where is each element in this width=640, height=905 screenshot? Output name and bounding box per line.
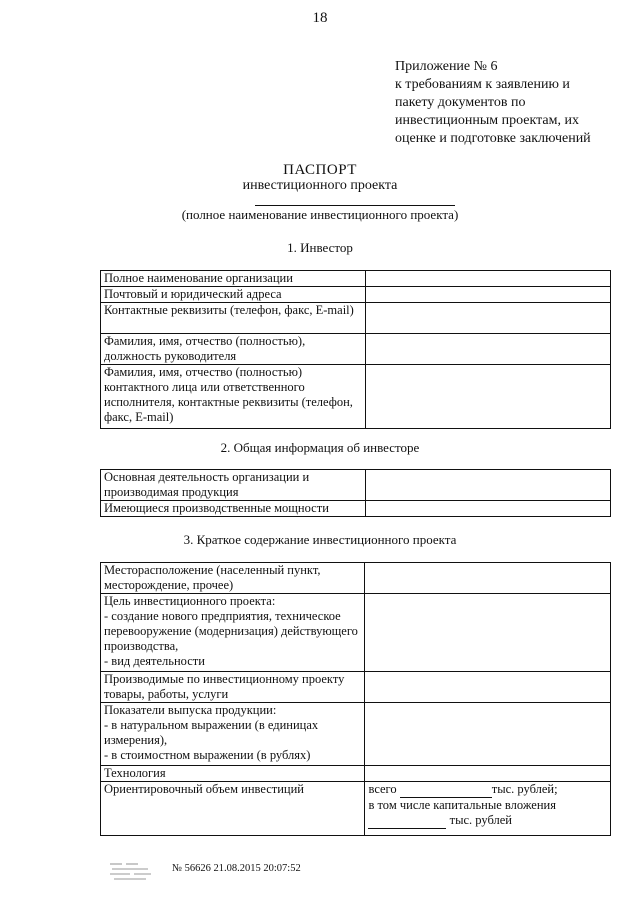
project-summary-table	[100, 562, 611, 836]
appendix-line: инвестиционным проектам, их	[395, 113, 579, 128]
row-label-line: Цель инвестиционного проекта:	[104, 594, 276, 608]
row-label: Основная деятельность организации и производимая продукция	[101, 470, 366, 501]
row-value-field[interactable]	[365, 303, 610, 334]
section-heading-project-summary: 3. Краткое содержание инвестиционного проекта	[183, 532, 457, 547]
appendix-line: оценке и подготовке заключений	[395, 131, 591, 146]
table-row	[101, 563, 611, 594]
table-row	[101, 594, 611, 672]
table-row	[101, 470, 611, 501]
table-row	[101, 501, 611, 517]
appendix-line: пакету документов по	[395, 95, 526, 110]
table-row	[101, 782, 611, 836]
row-value-field[interactable]	[365, 563, 611, 594]
investor-table	[100, 270, 611, 429]
row-label-line: - создание нового предприятия, техническое перевооружение (модернизация) действующего производства,	[104, 609, 358, 653]
row-value-field[interactable]	[365, 271, 610, 287]
project-name-line	[255, 205, 455, 206]
row-value-field[interactable]	[365, 766, 611, 782]
row-label: Контактные реквизиты (телефон, факс, E-mail)	[101, 303, 366, 334]
row-value-field[interactable]	[365, 501, 610, 517]
row-label-line: - вид деятельности	[104, 654, 205, 668]
section-heading-investor-info: 2. Общая информация об инвесторе	[220, 440, 420, 455]
appendix-line: к требованиям к заявлению и	[395, 77, 570, 92]
row-label: Фамилия, имя, отчество (полностью) контактного лица или ответственного исполнителя, контактные реквизиты (телефон, факс, E-mail)	[101, 365, 366, 429]
row-label: Полное наименование организации	[101, 271, 366, 287]
row-label: Фамилия, имя, отчество (полностью), должность руководителя	[101, 334, 366, 365]
row-label-line: - в стоимостном выражении (в рублях)	[104, 748, 311, 762]
table-row	[101, 766, 611, 782]
row-label: Имеющиеся производственные мощности	[101, 501, 366, 517]
investment-capital-line	[368, 813, 607, 829]
table-row	[101, 334, 611, 365]
appendix-note	[395, 58, 635, 148]
table-row	[101, 287, 611, 303]
investment-capital-text: в том числе капитальные вложения	[368, 798, 556, 812]
investment-total-unit: тыс. рублей;	[491, 782, 558, 796]
registration-number: № 56626 21.08.2015 20:07:52	[172, 863, 301, 874]
table-row	[101, 365, 611, 429]
row-label: Почтовый и юридический адреса	[101, 287, 366, 303]
document-title: ПАСПОРТ	[283, 162, 357, 178]
table-row	[101, 672, 611, 703]
investment-total-field[interactable]	[400, 782, 492, 798]
project-name-hint: (полное наименование инвестиционного проекта)	[181, 207, 459, 222]
row-label	[101, 703, 365, 766]
appendix-line: Приложение № 6	[395, 59, 498, 74]
table-row	[101, 703, 611, 766]
row-value-field[interactable]	[365, 470, 610, 501]
registration-stamp-icon	[108, 860, 153, 882]
row-label: Ориентировочный объем инвестиций	[101, 782, 365, 836]
row-label-line: Показатели выпуска продукции:	[104, 703, 277, 717]
investment-capital-unit: тыс. рублей	[449, 813, 512, 827]
investment-value-cell	[365, 782, 611, 836]
section-heading-investor: 1. Инвестор	[287, 240, 353, 255]
row-value-field[interactable]	[365, 594, 611, 672]
investment-total-prefix: всего	[368, 782, 397, 796]
row-value-field[interactable]	[365, 287, 610, 303]
investor-info-table	[100, 469, 611, 517]
row-value-field[interactable]	[365, 703, 611, 766]
row-label: Технология	[101, 766, 365, 782]
row-value-field[interactable]	[365, 672, 611, 703]
table-row	[101, 271, 611, 287]
table-row	[101, 303, 611, 334]
row-label: Месторасположение (населенный пункт, месторождение, прочее)	[101, 563, 365, 594]
row-value-field[interactable]	[365, 334, 610, 365]
row-label-line: - в натуральном выражении (в единицах измерения),	[104, 718, 319, 747]
row-value-field[interactable]	[365, 365, 610, 429]
page-number: 18	[312, 10, 328, 26]
investment-total-line	[368, 782, 607, 798]
investment-capital-field[interactable]	[368, 813, 446, 829]
document-subtitle: инвестиционного проекта	[242, 178, 398, 193]
row-label: Производимые по инвестиционному проекту товары, работы, услуги	[101, 672, 365, 703]
row-label	[101, 594, 365, 672]
